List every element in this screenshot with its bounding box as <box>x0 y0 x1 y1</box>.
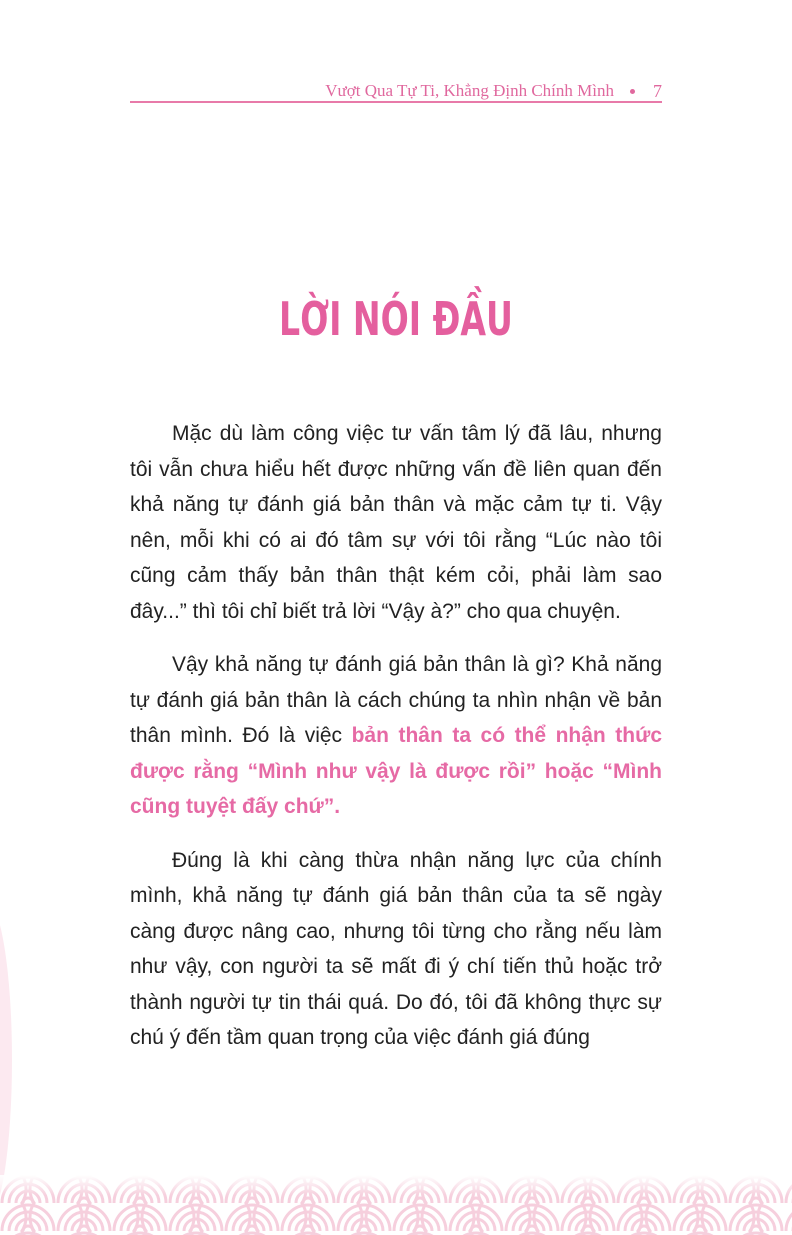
paragraph-3: Đúng là khi càng thừa nhận năng lực của chính mình, khả năng tự đánh giá bản thân của ta sẽ ngày càng được nâng cao, nhưng tôi từng cho rằng nếu làm như vậy, con người ta sẽ mất đi ý chí tiến thủ hoặc trở thành người tự tin thái quá. Do đó, tôi đã không thực sự chú ý đến tầm quan trọng của việc đánh giá đúng <box>130 848 662 1049</box>
paragraph-1: Mặc dù làm công việc tư vấn tâm lý đã lâu, nhưng tôi vẫn chưa hiểu hết được những vấn đề liên quan đến khả năng tự đánh giá bản thân và mặc cảm tự ti. Vậy nên, mỗi khi có ai đó tâm sự với tôi rằng “Lúc nào tôi cũng cảm thấy bản thân thật kém cỏi, phải làm sao đây...” thì tôi chỉ biết trả lời “Vậy à?” cho qua chuyện. <box>130 422 662 623</box>
paragraph-2-text: Vậy khả năng tự đánh giá bản thân là gì? Khả năng tự đánh giá bản thân là cách chúng ta nhìn nhận về bản thân mình. Đó là việc <box>130 653 662 747</box>
body-text <box>130 416 662 1074</box>
paragraph-2 <box>130 647 662 825</box>
paragraph-2-highlight: bản thân ta có thể nhận thức được rằng “Mình như vậy là được rồi” hoặc “Mình cũng tuyệt đấy chứ”. <box>130 724 662 818</box>
header-divider <box>130 101 662 103</box>
bullet-separator <box>630 89 635 94</box>
left-edge-decoration <box>0 900 12 1220</box>
chapter-title: LỜI NÓI ĐẦU <box>279 292 513 346</box>
wave-pattern <box>0 1175 792 1235</box>
page-number: 7 <box>653 80 662 101</box>
running-title: Vượt Qua Tự Ti, Khẳng Định Chính Mình <box>325 81 614 100</box>
